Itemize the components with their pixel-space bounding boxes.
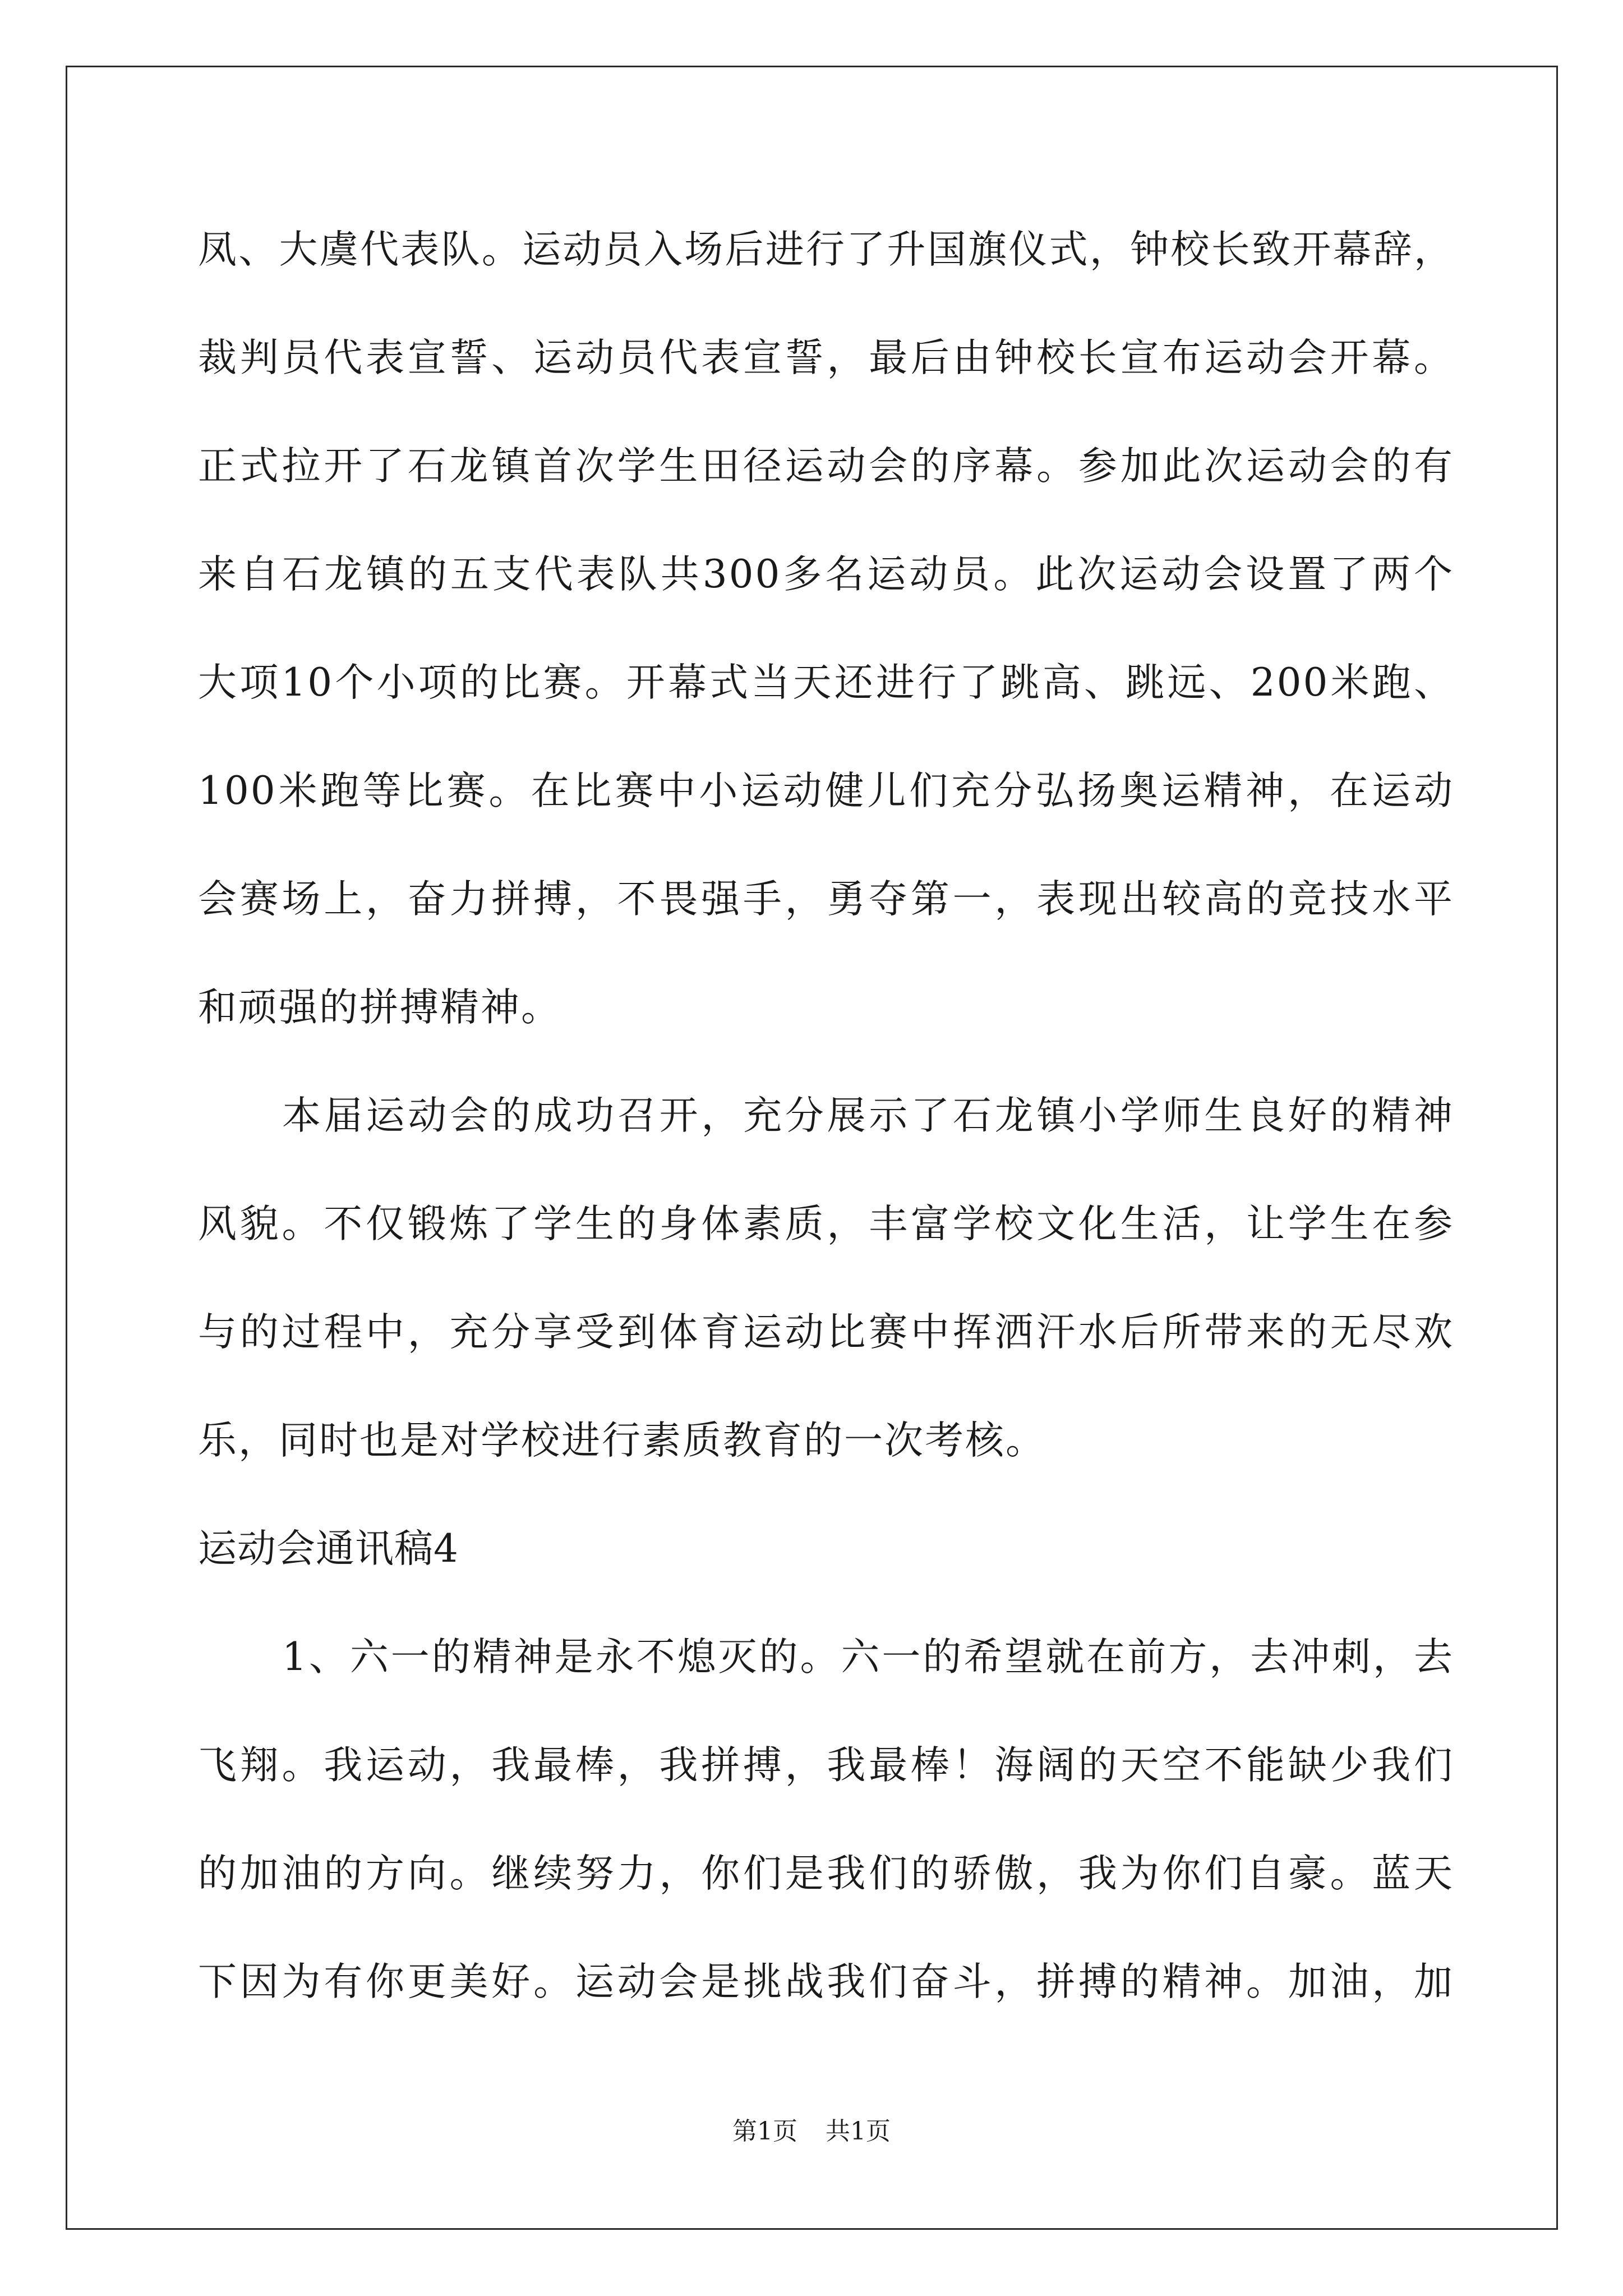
section-heading: 运动会通讯稿4 [198, 1526, 459, 1571]
text-line: 乐，同时也是对学校进行素质教育的一次考核。 [198, 1418, 1046, 1463]
text-line: 会赛场上，奋力拼搏，不畏强手，勇夺第一，表现出较高的竞技水平 [198, 877, 1454, 922]
page-footer [0, 2115, 1623, 2148]
page-number: 第1页 [732, 2117, 797, 2146]
text-line: 正式拉开了石龙镇首次学生田径运动会的序幕。参加此次运动会的有 [198, 444, 1454, 489]
text-line: 凤、大虞代表队。运动员入场后进行了升国旗仪式，钟校长致开幕辞， [198, 227, 1454, 272]
text-line: 下因为有你更美好。运动会是挑战我们奋斗，拼搏的精神。加油，加 [198, 1959, 1454, 2004]
text-line: 本届运动会的成功召开，充分展示了石龙镇小学师生良好的精神 [282, 1093, 1454, 1138]
text-line: 来自石龙镇的五支代表队共300多名运动员。此次运动会设置了两个 [198, 552, 1454, 597]
text-line: 裁判员代表宣誓、运动员代表宣誓，最后由钟校长宣布运动会开幕。 [198, 335, 1454, 380]
text-line: 和顽强的拼搏精神。 [198, 985, 561, 1030]
text-line: 风貌。不仅锻炼了学生的身体素质，丰富学校文化生活，让学生在参 [198, 1202, 1454, 1246]
text-line: 与的过程中，充分享受到体育运动比赛中挥洒汗水后所带来的无尽欢 [198, 1310, 1454, 1355]
text-line: 的加油的方向。继续努力，你们是我们的骄傲，我为你们自豪。蓝天 [198, 1851, 1454, 1896]
document-body [198, 216, 1454, 2056]
text-line: 大项10个小项的比赛。开幕式当天还进行了跳高、跳远、200米跑、 [198, 660, 1454, 705]
text-line: 100米跑等比赛。在比赛中小运动健儿们充分弘扬奥运精神，在运动 [198, 769, 1454, 813]
text-line: 1、六一的精神是永不熄灭的。六一的希望就在前方，去冲刺，去 [282, 1635, 1454, 1680]
page-total: 共1页 [826, 2117, 891, 2146]
text-line: 飞翔。我运动，我最棒，我拼搏，我最棒！海阔的天空不能缺少我们 [198, 1743, 1454, 1788]
